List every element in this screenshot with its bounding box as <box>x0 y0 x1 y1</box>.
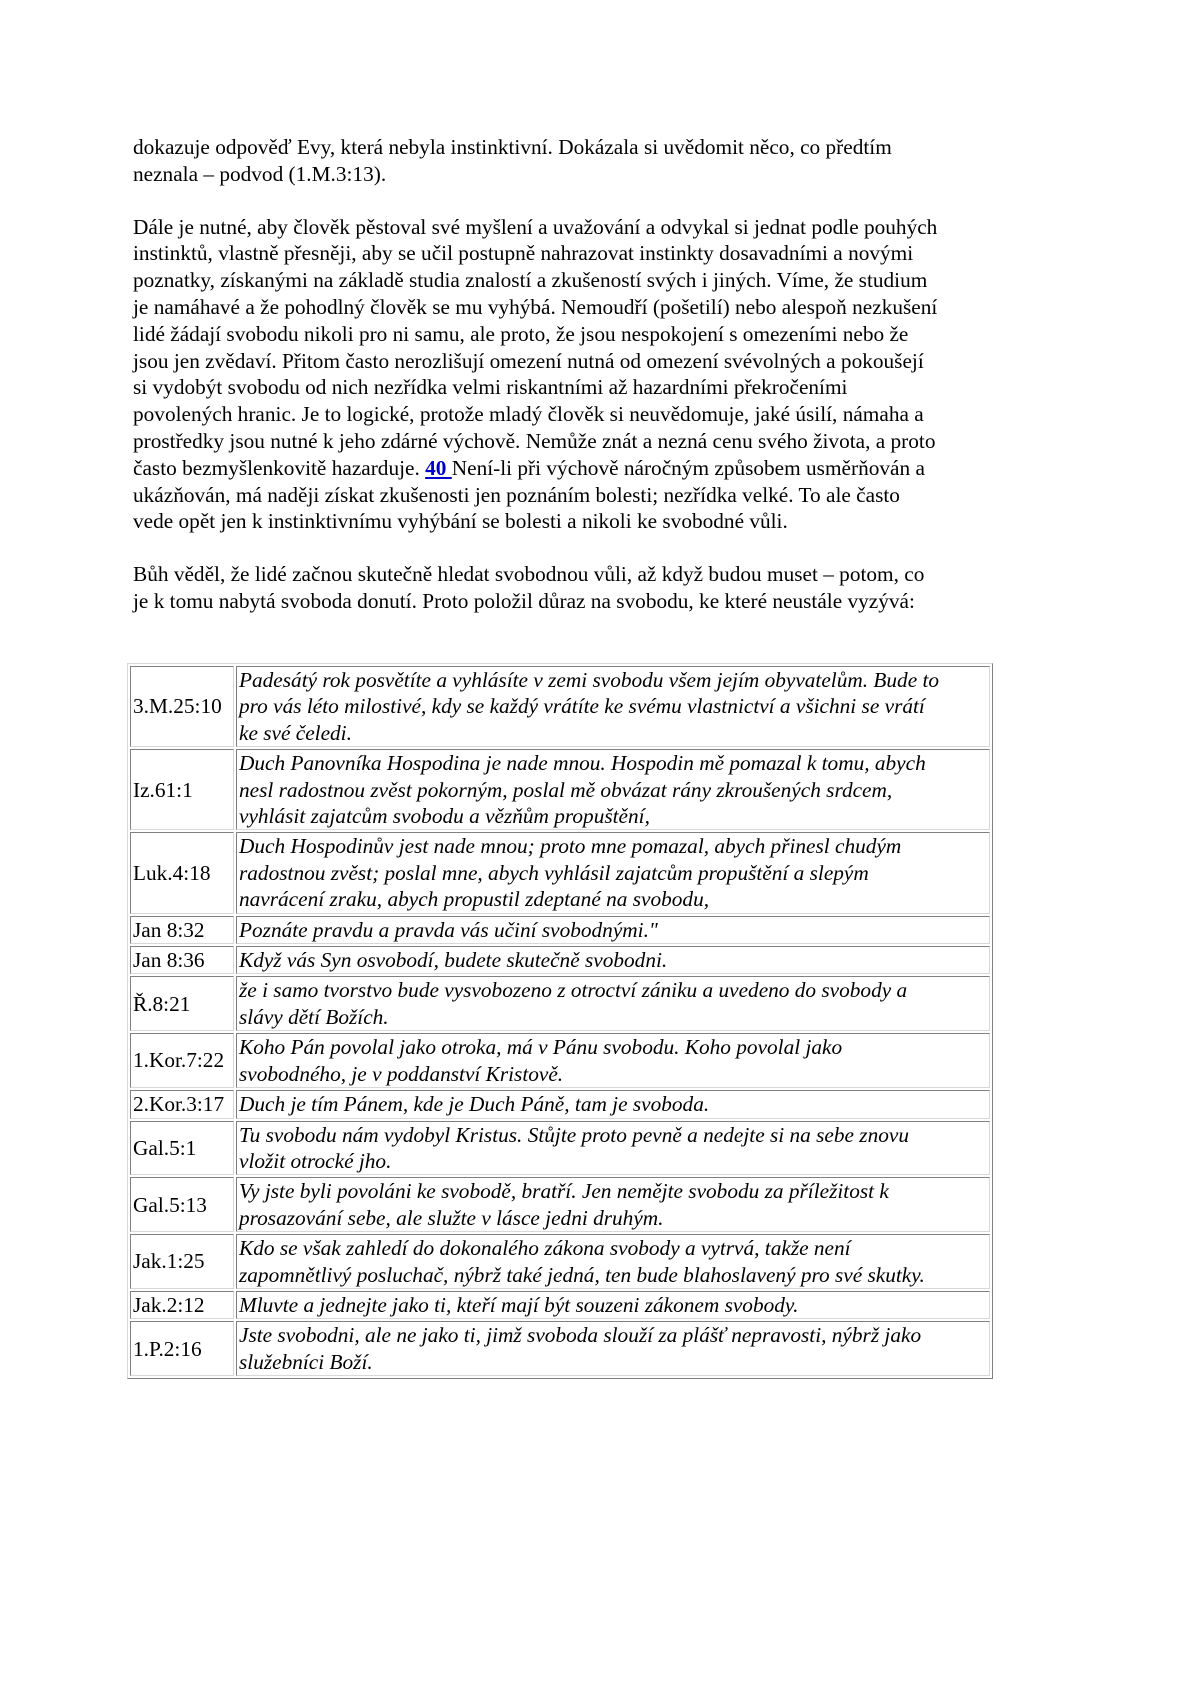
verse-line: radostnou zvěst; poslal mne, abych vyhlásil zajatcům propuštění a slepým <box>239 860 869 885</box>
verse-line: svobodného, je v poddanství Kristově. <box>239 1061 564 1086</box>
verse-reference: Jak.1:25 <box>130 1234 234 1289</box>
table-row <box>130 1177 990 1232</box>
verse-line: Poznáte pravdu a pravda vás učiní svobodnými." <box>239 917 658 942</box>
verse-reference: Gal.5:13 <box>130 1177 234 1232</box>
verse-text <box>236 666 990 747</box>
table-row <box>130 749 990 830</box>
table-row <box>130 1033 990 1088</box>
text-line: dokazuje odpověď Evy, která nebyla instinktivní. Dokázala si uvědomit něco, co předtím <box>133 135 892 159</box>
verse-text <box>236 1177 990 1232</box>
text-line: si vydobýt svobodu od nich nezřídka velmi riskantními až hazardními překročeními <box>133 375 848 400</box>
text-line: poznatky, získanými na základě studia znalostí a zkušeností svých i jiných. Víme, že studium <box>133 268 928 293</box>
text-line: instinktů, vlastně přesněji, aby se učil postupně nahrazovat instinkty dosavadními a novými <box>133 241 914 266</box>
table-row <box>130 1291 990 1319</box>
table-row <box>130 1321 990 1376</box>
text-line: jsou jen zvědaví. Přitom často nerozlišují omezení nutná od omezení svévolných a pokoušejí <box>133 348 924 373</box>
verse-text <box>236 1234 990 1289</box>
verse-line: Duch je tím Pánem, kde je Duch Páně, tam je svoboda. <box>239 1092 710 1117</box>
text-segment: Není-li při výchově náročným způsobem usměrňován a <box>451 455 925 480</box>
verse-line: že i samo tvorstvo bude vysvobozeno z otroctví zániku a uvedeno do svobody a <box>239 978 908 1003</box>
verse-reference: Gal.5:1 <box>130 1121 234 1176</box>
verse-text <box>236 832 990 913</box>
table-row <box>130 976 990 1031</box>
verse-line: Padesátý rok posvětíte a vyhlásíte v zemi svobodu všem jejím obyvatelům. Bude to <box>239 668 940 692</box>
verse-line: slávy dětí Božích. <box>239 1004 389 1029</box>
paragraph-instincts <box>133 214 993 536</box>
table-row <box>130 666 990 747</box>
verse-line: prosazování sebe, ale služte v lásce jedni druhým. <box>239 1205 664 1230</box>
verse-reference: Luk.4:18 <box>130 832 234 913</box>
paragraph-god-knew <box>133 561 993 615</box>
verse-text <box>236 749 990 830</box>
verse-line: ke své čeledi. <box>239 720 352 745</box>
text-segment: často bezmyšlenkovitě hazarduje. <box>133 455 426 480</box>
verse-reference: Jak.2:12 <box>130 1291 234 1319</box>
verse-text <box>236 1121 990 1176</box>
verse-reference: Ř.8:21 <box>130 976 234 1031</box>
verse-line: Duch Hospodinův jest nade mnou; proto mne pomazal, abych přinesl chudým <box>239 834 902 859</box>
verse-text <box>236 1321 990 1376</box>
text-line: Dále je nutné, aby člověk pěstoval své myšlení a uvažování a odvykal si jednat podle pouhých <box>133 214 938 239</box>
text-line: povolených hranic. Je to logické, protože mladý člověk si neuvědomuje, jaké úsilí, námaha a <box>133 402 924 427</box>
verse-line: pro vás léto milostivé, kdy se každý vrátíte ke svému vlastnictví a všichni se vrátí <box>239 694 925 719</box>
verse-text <box>236 1033 990 1088</box>
verse-line: Jste svobodni, ale ne jako ti, jimž svoboda slouží za plášť nepravosti, nýbrž jako <box>239 1323 922 1348</box>
table-row <box>130 946 990 974</box>
verse-text <box>236 1090 990 1118</box>
verse-line: zapomnětlivý posluchač, nýbrž také jedná, ten bude blahoslavený pro své skutky. <box>239 1262 925 1287</box>
table-row <box>130 1090 990 1118</box>
text-line: ukázňován, má naději získat zkušenosti jen poznáním bolesti; nezřídka velké. To ale často <box>133 482 900 507</box>
verse-reference: 1.Kor.7:22 <box>130 1033 234 1088</box>
verse-reference: 1.P.2:16 <box>130 1321 234 1376</box>
verse-line: Kdo se však zahledí do dokonalého zákona svobody a vytrvá, takže není <box>239 1236 851 1261</box>
text-line: Bůh věděl, že lidé začnou skutečně hledat svobodnou vůli, až když budou muset – potom, co <box>133 562 925 587</box>
verse-line: Vy jste byli povoláni ke svobodě, bratří. Jen nemějte svobodu za příležitost k <box>239 1179 889 1204</box>
table-row <box>130 1121 990 1176</box>
footnote-40-link[interactable]: 40 <box>425 455 452 480</box>
text-line: je k tomu nabytá svoboda donutí. Proto položil důraz na svobodu, ke které neustále vyzývá: <box>133 588 915 613</box>
verse-line: Mluvte a jednejte jako ti, kteří mají být souzeni zákonem svobody. <box>239 1292 799 1317</box>
table-row <box>130 1234 990 1289</box>
verse-line: Koho Pán povolal jako otroka, má v Pánu svobodu. Koho povolal jako <box>239 1035 843 1060</box>
verse-text <box>236 1291 990 1319</box>
verse-reference: 2.Kor.3:17 <box>130 1090 234 1118</box>
verses-table <box>127 663 993 1379</box>
table-row <box>130 916 990 944</box>
text-line: prostředky jsou nutné k jeho zdárné výchově. Nemůže znát a nezná cenu svého života, a proto <box>133 428 936 453</box>
verse-text <box>236 916 990 944</box>
verse-line: Tu svobodu nám vydobyl Kristus. Stůjte proto pevně a nedejte si na sebe znovu <box>239 1122 909 1147</box>
verse-text <box>236 946 990 974</box>
text-line: je namáhavé a že pohodlný člověk se mu vyhýbá. Nemoudří (pošetilí) nebo alespoň nezkušení <box>133 294 938 319</box>
verse-reference: Iz.61:1 <box>130 749 234 830</box>
verse-line: vyhlásit zajatcům svobodu a vězňům propuštění, <box>239 804 650 829</box>
verse-line: navrácení zraku, abych propustil zdeptané na svobodu, <box>239 887 710 912</box>
verse-reference: Jan 8:36 <box>130 946 234 974</box>
verse-line: nesl radostnou zvěst pokorným, poslal mě obvázat rány zkroušených srdcem, <box>239 777 893 802</box>
document-body <box>133 134 993 641</box>
verse-text <box>236 976 990 1031</box>
verse-line: Duch Panovníka Hospodina je nade mnou. Hospodin mě pomazal k tomu, abych <box>239 751 926 776</box>
table-row <box>130 832 990 913</box>
text-line: neznala – podvod (1.M.3:13). <box>133 161 387 186</box>
verse-line: Když vás Syn osvobodí, budete skutečně svobodni. <box>239 948 668 973</box>
verse-reference: Jan 8:32 <box>130 916 234 944</box>
verse-line: služebníci Boží. <box>239 1349 373 1374</box>
verse-line: vložit otrocké jho. <box>239 1148 392 1173</box>
text-line-with-footnote <box>133 455 993 482</box>
text-line: lidé žádají svobodu nikoli pro ni samu, ale proto, že jsou nespokojení s omezeními nebo že <box>133 321 909 346</box>
verse-reference: 3.M.25:10 <box>130 666 234 747</box>
text-line: vede opět jen k instinktivnímu vyhýbání se bolesti a nikoli ke svobodné vůli. <box>133 509 788 534</box>
paragraph-eve-answer <box>133 134 993 188</box>
